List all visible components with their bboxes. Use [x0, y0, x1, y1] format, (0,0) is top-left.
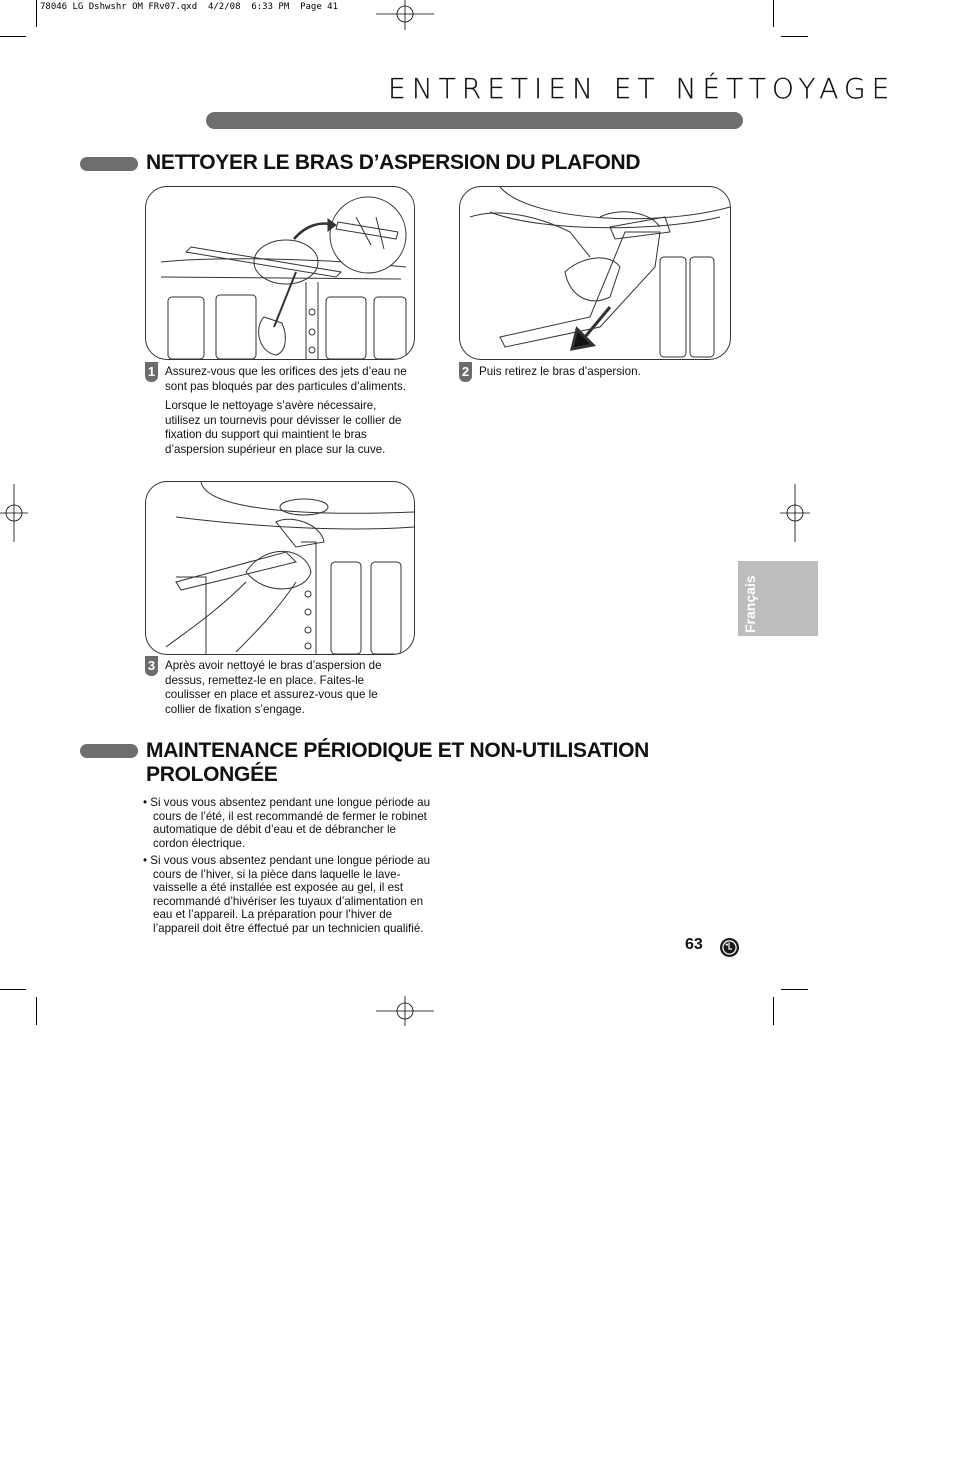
title-underline-bar	[206, 112, 743, 129]
step-1-paragraph: Assurez-vous que les orifices des jets d’eau ne sont pas bloqués par des particules d’aliments.	[165, 365, 407, 393]
language-tab-label: Français	[742, 575, 758, 633]
step-3-paragraph: Après avoir nettoyé le bras d’aspersion de dessus, remettez-le en place. Faites-le coulisser en place et assurez-vous que le collier de fixation s’engage.	[165, 659, 382, 716]
illustration-step-3	[145, 481, 415, 655]
language-tab	[738, 561, 818, 636]
illustration-step-2	[459, 186, 731, 360]
step-number-1: 1	[145, 362, 158, 382]
print-slug: 78046 LG Dshwshr OM FRv07.qxd 4/2/08 6:33 PM Page 41	[40, 2, 339, 12]
registration-mark-right	[780, 484, 810, 542]
list-item: • Si vous vous absentez pendant une longue période au cours de l’été, il est recommandé de fermer le robinet automatique de débit d’eau et de débrancher le cordon électrique.	[143, 796, 431, 850]
step-3-text	[165, 659, 405, 717]
page-number: 63	[685, 936, 703, 953]
step-1-paragraph: Lorsque le nettoyage s’avère nécessaire, utilisez un tournevis pour dévisser le collier de fixation du support qui maintient le bras d’aspersion supérieur en place sur la cuve.	[165, 399, 402, 456]
step-number-3: 3	[145, 656, 158, 676]
registration-mark-left	[0, 484, 28, 542]
step-number-2: 2	[459, 362, 472, 382]
section-heading: MAINTENANCE PÉRIODIQUE ET NON-UTILISATION PROLONGÉE	[146, 739, 649, 786]
lg-logo-icon	[720, 938, 739, 957]
page-title: ENTRETIEN ET NÉTTOYAGE	[388, 72, 896, 105]
section-marker-pill	[80, 157, 138, 171]
registration-mark-top	[376, 0, 434, 30]
registration-mark-bottom	[376, 996, 434, 1026]
list-item: • Si vous vous absentez pendant une longue période au cours de l’hiver, si la pièce dans laquelle le lave-vaisselle a été installée est exposée au gel, il est recommandé d’hivériser les tuyaux d’alimentation en eau et l’appareil. La préparation pour l’hiver de l’appareil doit être éffectué par un technicien qualifié.	[143, 854, 431, 935]
illustration-step-1	[145, 186, 415, 360]
step-2-text	[479, 365, 729, 380]
step-1-text	[165, 365, 415, 457]
bullet-list	[143, 796, 433, 939]
section-heading: NETTOYER LE BRAS D’ASPERSION DU PLAFOND	[146, 151, 641, 174]
section-marker-pill	[80, 744, 138, 758]
step-2-paragraph: Puis retirez le bras d’aspersion.	[479, 365, 641, 378]
